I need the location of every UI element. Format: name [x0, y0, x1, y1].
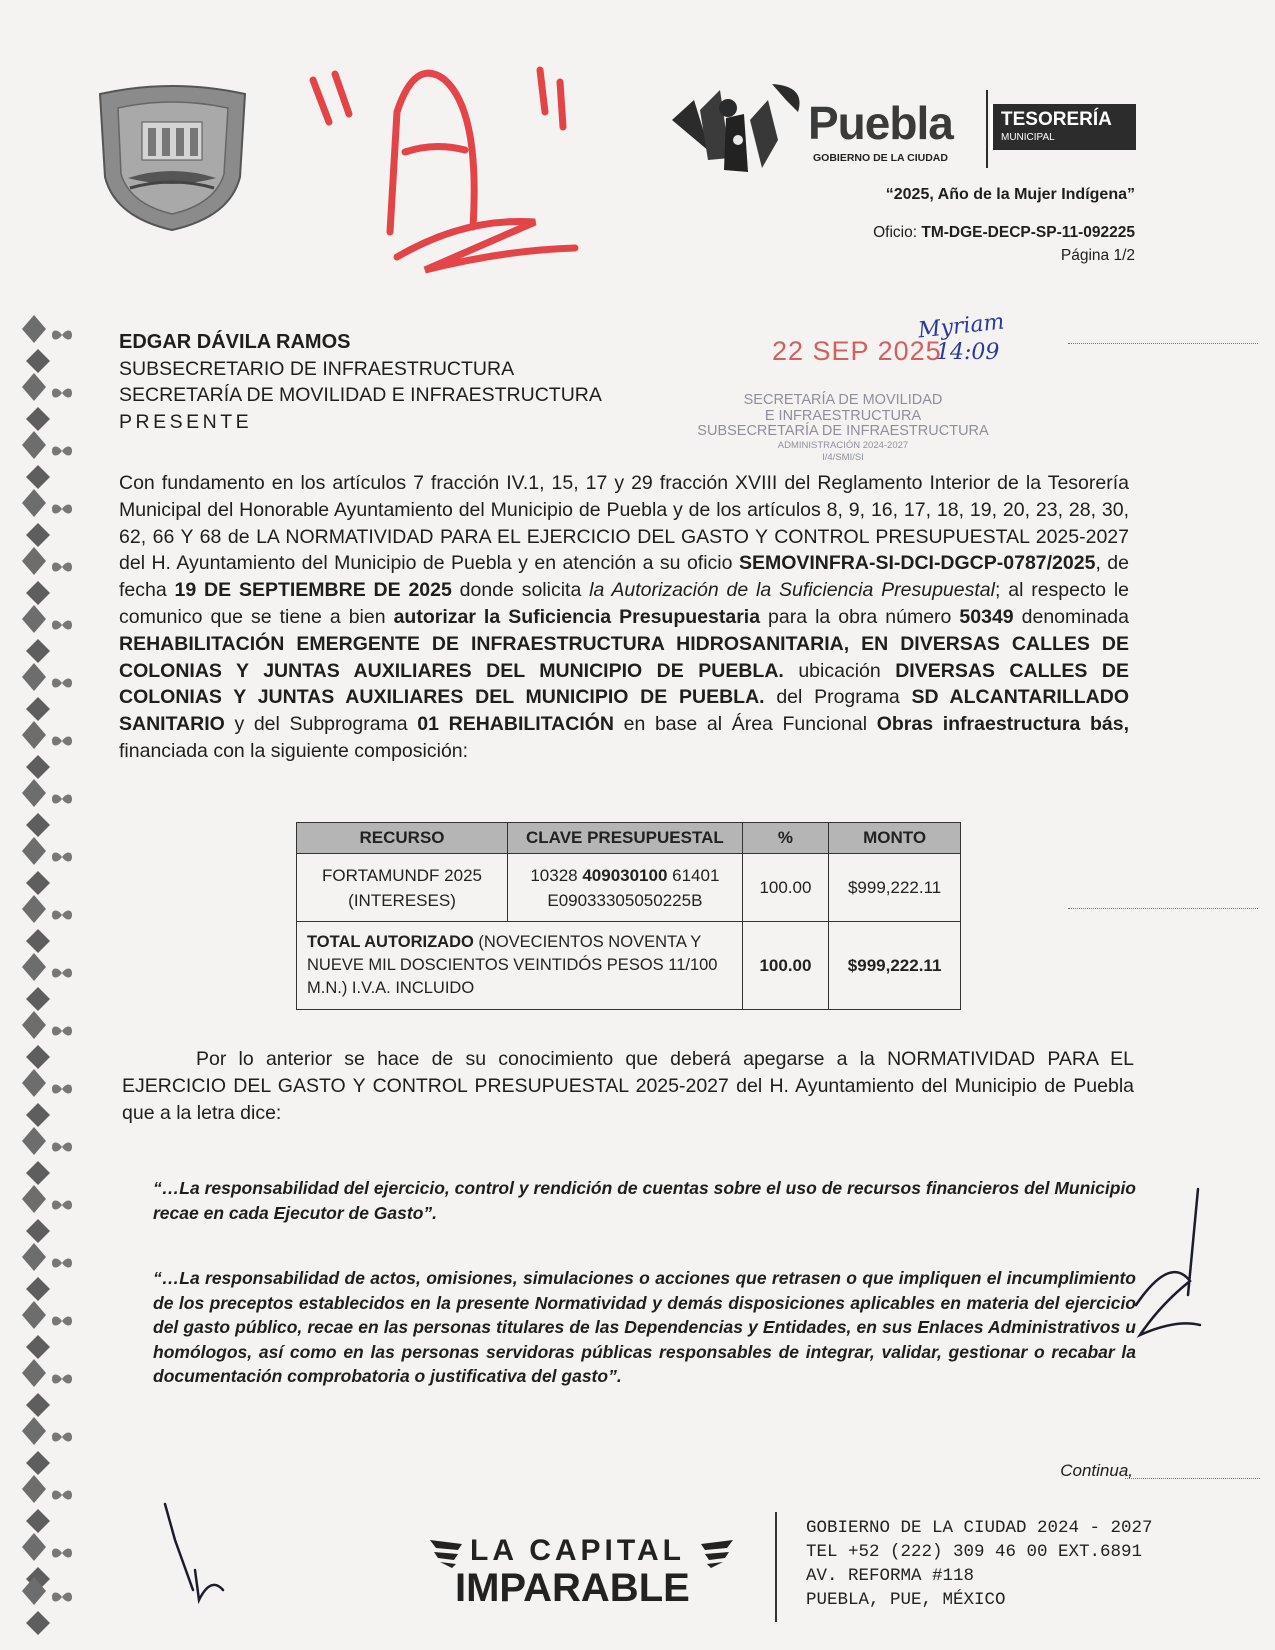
oficio-number: TM-DGE-DECP-SP-11-092225: [921, 224, 1135, 241]
total-label: TOTAL AUTORIZADO: [307, 933, 474, 951]
cell-pct: 100.00: [742, 854, 828, 922]
wing-left-icon: [428, 1536, 468, 1570]
recurso-detail: (INTERESES): [348, 890, 456, 910]
logo-word: Puebla: [808, 97, 953, 149]
p1-text: , de fecha: [119, 552, 1129, 602]
clave-line-1: [514, 863, 736, 888]
logo-divider: [986, 90, 988, 168]
footer-government: GOBIERNO DE LA CIUDAD 2024 - 2027: [806, 1518, 1153, 1538]
footer-phone: TEL +52 (222) 309 46 00 EXT.6891: [806, 1542, 1143, 1562]
puebla-tesoreria-logo: [668, 80, 1138, 180]
city-seal-icon: [90, 82, 255, 232]
table-header-row: [297, 823, 961, 854]
p1-text: Con fundamento en los artículos 7 fracción IV.1, 15, 17 y 29 fracción XVIII del Reglamento Interior de la Tesorería Municipal del Honorable Ayuntamiento del Municipio de Puebla y de los artículos 8, 9, 16, 17, 18, 19, 20, 23, 28, 30, 62, 66 Y 68 de LA NORMATIVIDAD PARA EL EJERCICIO DEL GASTO Y CONTROL PRESUPUESTAL 2025-2027 del H. Ayuntamiento del Municipio de Puebla y en atención a su oficio: [119, 472, 1129, 575]
oficio-reference: [873, 224, 1135, 242]
cell-total-monto: $999,222.11: [829, 922, 961, 1010]
p1-text: y del Subprograma: [224, 713, 418, 736]
col-header-pct: %: [742, 823, 828, 854]
stamp-line-2: E INFRAESTRUCTURA: [764, 408, 922, 424]
p2-text: Por lo anterior se hace de su conocimiento que deberá apegarse a la NORMATIVIDAD PARA EL EJERCICIO DEL GASTO Y CONTROL PRESUPUESTAL 2025-2027 del H. Ayuntamiento del Municipio de Puebla que a la letra dice:: [122, 1048, 1134, 1124]
tesoreria-badge: [990, 104, 1136, 150]
stamp-line-1: SECRETARÍA DE MOVILIDAD: [743, 392, 943, 408]
p1-text: donde solicita: [451, 579, 590, 602]
dotted-mark: [1068, 908, 1258, 909]
second-paragraph: [122, 1046, 1134, 1127]
p1-text: ubicación: [783, 659, 896, 682]
recipient-name: EDGAR DÁVILA RAMOS: [119, 331, 351, 353]
p1-text: del Programa: [764, 686, 912, 709]
puebla-emblem-icon: [668, 80, 808, 175]
p1-text: financiada con la siguiente composición:: [119, 739, 469, 762]
footer-slogan-line1: LA CAPITAL: [470, 1534, 685, 1567]
budget-table: [296, 822, 961, 1010]
footer-address: AV. REFORMA #118: [806, 1566, 975, 1586]
decorative-border: [16, 315, 86, 1635]
bleed-through: [255, 98, 272, 167]
signature-initials-bottom: [155, 1500, 265, 1610]
cell-total-label: [297, 922, 743, 1010]
p1-text: denominada: [1013, 605, 1129, 628]
p1-subprograma: 01 REHABILITACIÓN: [417, 713, 614, 736]
red-marker-annotation: [305, 52, 615, 292]
handwritten-name: Myriam: [916, 309, 1006, 344]
bleed-through-logo: [640, 250, 653, 304]
year-motto: “2025, Año de la Mujer Indígena”: [885, 186, 1135, 203]
dotted-mark: [1125, 1478, 1260, 1479]
clave-bold-part: 409030100: [582, 865, 668, 885]
stamp-line-5: I/4/SMI/SI: [822, 452, 864, 463]
cell-recurso: [297, 854, 508, 922]
col-header-monto: MONTO: [829, 823, 961, 854]
stamp-line-3: SUBSECRETARÍA DE INFRAESTRUCTURA: [697, 423, 989, 439]
p1-obra-name: REHABILITACIÓN EMERGENTE DE INFRAESTRUCTURA HIDROSANITARIA, EN DIVERSAS CALLES DE COLONIAS Y JUNTAS AUXILIARES DEL MUNICIPIO DE PUEBLA.: [119, 632, 1129, 682]
p1-obra-number: 50349: [959, 605, 1014, 628]
p1-text: ; al respecto le comunico que se tiene a bien: [119, 579, 1130, 628]
total-amount-words: (NOVECIENTOS NOVENTA Y NUEVE MIL DOSCIENTOS VEINTIDÓS PESOS 11/100 M.N.) I.V.A. INCLUIDO: [307, 933, 718, 997]
table-total-row: [297, 922, 961, 1010]
p1-fecha: 19 DE SEPTIEMBRE DE 2025: [174, 579, 452, 602]
recurso-name: FORTAMUNDF 2025: [322, 865, 482, 885]
page-number: Página 1/2: [1060, 247, 1135, 264]
footer-divider: [775, 1512, 777, 1622]
footer-slogan-line2: IMPARABLE: [455, 1566, 690, 1610]
clave-line-2: E09033305050225B: [547, 890, 703, 910]
dept-title: TESORERÍA: [1001, 109, 1112, 130]
p1-ubicacion: DIVERSAS CALLES DE COLONIAS Y JUNTAS AUXILIARES DEL MUNICIPIO DE PUEBLA.: [119, 659, 1129, 709]
quote-2: “…La responsabilidad de actos, omisiones, simulaciones o acciones que retrasen o que impliquen el incumplimiento de los preceptos establecidos en la presente Normatividad y demás disposiciones aplicables en materia del ejercicio del gasto público, recae en las personas titulares de las Dependencias y Entidades, en sus Enlaces Administrativos u homólogos, así como en las personas servidoras públicas responsables de integrar, validar, gestionar o recabar la documentación comprobatoria o justificativa del gasto”.: [153, 1268, 1136, 1386]
quote-1: “…La responsabilidad del ejercicio, control y rendición de cuentas sobre el uso de recursos financieros del Municipio recae en cada Ejecutor de Gasto”.: [153, 1178, 1136, 1223]
oficio-label: Oficio:: [873, 224, 918, 241]
received-stamp-date: 22 SEP 2025: [772, 336, 942, 366]
table-row: [297, 854, 961, 922]
main-paragraph: [119, 470, 1129, 765]
stamp-line-4: ADMINISTRACIÓN 2024-2027: [777, 440, 909, 451]
p1-programa: SD ALCANTARILLADO SANITARIO: [119, 686, 1129, 736]
footer-city: PUEBLA, PUE, MÉXICO: [806, 1590, 1006, 1610]
p1-autorizar: autorizar la Suficiencia Presupuestaria: [393, 605, 761, 628]
p1-text: en base al Área Funcional: [614, 713, 877, 736]
recipient-title: SUBSECRETARIO DE INFRAESTRUCTURA: [119, 358, 515, 380]
handwritten-received-note: [910, 309, 1030, 374]
recipient-department: SECRETARÍA DE MOVILIDAD E INFRAESTRUCTURA: [119, 384, 602, 406]
dotted-mark: [1068, 343, 1258, 344]
signature-initials: [1130, 1185, 1210, 1345]
presente-label: PRESENTE: [119, 411, 253, 433]
col-header-recurso: RECURSO: [297, 823, 508, 854]
handwritten-time: 14:09: [936, 340, 1000, 365]
logo-subtitle: GOBIERNO DE LA CIUDAD: [813, 152, 948, 164]
p1-text: para la obra número: [760, 605, 960, 628]
continua-label: Continua,: [1060, 1461, 1133, 1480]
dept-subtitle: MUNICIPAL: [1001, 132, 1055, 143]
clave-part: 10328: [530, 865, 583, 885]
clave-part: 61401: [667, 865, 720, 885]
p1-oficio: SEMOVINFRA-SI-DCI-DGCP-0787/2025: [738, 552, 1096, 575]
cell-monto: $999,222.11: [829, 854, 961, 922]
p1-area-funcional: Obras infraestructura bás,: [876, 713, 1129, 736]
p1-italic: la Autorización de la Suficiencia Presupuestal: [589, 579, 995, 602]
wing-right-icon: [695, 1536, 735, 1570]
cell-clave: [508, 854, 743, 922]
col-header-clave: CLAVE PRESUPUESTAL: [508, 823, 743, 854]
cell-total-pct: 100.00: [742, 922, 828, 1010]
